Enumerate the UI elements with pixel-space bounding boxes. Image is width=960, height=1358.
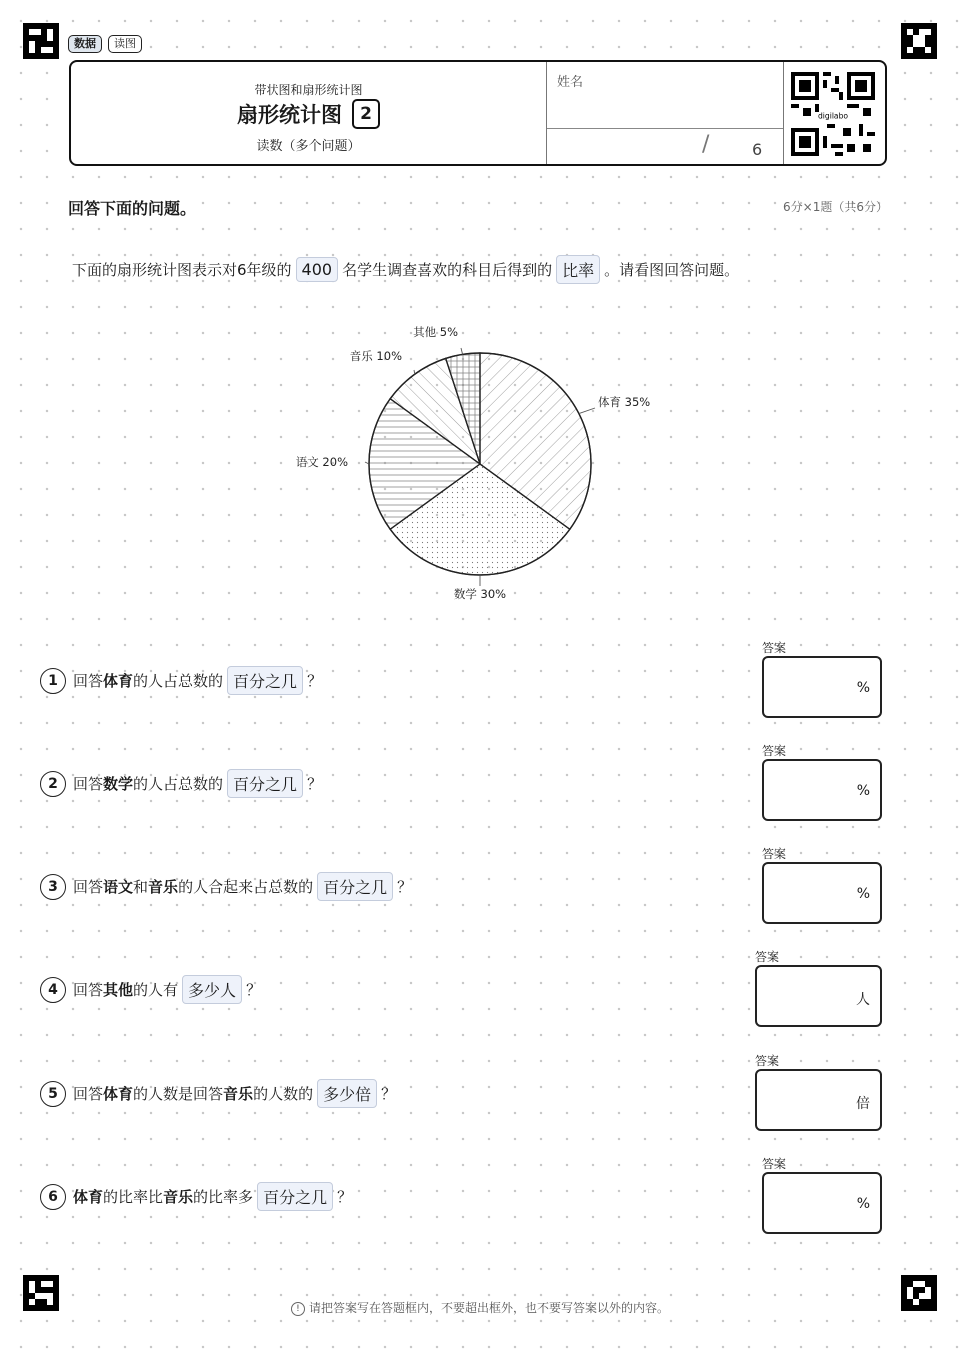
name-divider [547, 128, 783, 129]
question-subject: 体育 [103, 672, 134, 690]
answer-unit: % [856, 783, 870, 799]
question-subject: 数学 [103, 775, 134, 793]
answer-label: 答案 [755, 950, 780, 964]
question-text: 的人占总数的 [133, 672, 224, 690]
pie-label-3: 音乐 10% [349, 349, 402, 363]
answer-label: 答案 [762, 744, 787, 758]
pie-leader-line-4 [461, 348, 463, 354]
intro-ratio-keyword: 比率 [556, 255, 600, 284]
answer-unit: 人 [856, 992, 870, 1008]
answer-box-1[interactable] [762, 656, 882, 718]
question-keyword: 多少倍 [317, 1079, 377, 1108]
question-text: 的比率多 [193, 1188, 254, 1206]
question-number: 1 [40, 668, 66, 694]
answer-label: 答案 [762, 847, 787, 861]
answer-unit: % [856, 1196, 870, 1212]
question-number: 3 [40, 874, 66, 900]
question-text: ？ [246, 981, 262, 999]
question-text: 的人有 [133, 981, 179, 999]
question-text: 的人占总数的 [133, 775, 224, 793]
info-icon: ! [291, 1302, 305, 1316]
question-text: ？ [381, 1085, 397, 1103]
answer-box-5[interactable] [755, 1069, 882, 1131]
tag-data: 数据 [68, 35, 102, 53]
question-number: 4 [40, 977, 66, 1003]
question-text: 回答 [73, 672, 104, 690]
worksheet-subtitle: 带状图和扇形统计图 [254, 83, 363, 97]
question-text: 的人数的 [253, 1085, 314, 1103]
question-3 [40, 872, 412, 901]
footer-text: 请把答案写在答题框内，不要超出框外，也不要写答案以外的内容。 [308, 1301, 669, 1315]
score-total: 6 [752, 140, 763, 159]
question-subject: 体育 [73, 1188, 104, 1206]
worksheet-title: 扇形统计图 [237, 103, 342, 127]
name-score-area [546, 62, 784, 164]
answer-label: 答案 [762, 641, 787, 655]
answer-box-6[interactable] [762, 1172, 882, 1234]
question-subject: 音乐 [148, 878, 179, 896]
qr-code [791, 72, 875, 156]
qr-caption: digilabo [817, 111, 849, 121]
question-number: 6 [40, 1184, 66, 1210]
question-subject: 语文 [103, 878, 134, 896]
question-keyword: 百分之几 [257, 1182, 333, 1211]
question-text: ？ [307, 672, 323, 690]
question-text: 和 [133, 878, 149, 896]
question-text: ？ [397, 878, 413, 896]
intro-part-1: 下面的扇形统计图表示对6年级的 [72, 261, 292, 279]
question-6 [40, 1182, 352, 1211]
corner-marker-top-right [901, 23, 937, 59]
worksheet-header [69, 60, 887, 166]
question-text: ？ [337, 1188, 353, 1206]
question-subject: 其他 [103, 981, 134, 999]
answer-unit: 倍 [856, 1096, 870, 1112]
question-keyword: 百分之几 [227, 666, 303, 695]
answer-box-3[interactable] [762, 862, 882, 924]
question-subject: 音乐 [163, 1188, 194, 1206]
intro-student-count: 400 [296, 257, 339, 282]
question-text: 回答 [73, 1085, 104, 1103]
pie-leader-line-0 [579, 408, 595, 414]
pie-label-2: 语文 20% [295, 455, 348, 469]
pie-label-4: 其他 5% [413, 325, 458, 339]
question-text: 回答 [73, 775, 104, 793]
question-number: 5 [40, 1081, 66, 1107]
category-tags [68, 35, 142, 53]
pie-label-1: 数学 30% [453, 587, 507, 601]
question-keyword: 多少人 [182, 975, 242, 1004]
header-title-area [71, 62, 546, 164]
intro-text [72, 255, 739, 284]
answer-label: 答案 [762, 1157, 787, 1171]
corner-marker-top-left [23, 23, 59, 59]
question-text: ？ [307, 775, 323, 793]
answer-label: 答案 [755, 1054, 780, 1068]
question-keyword: 百分之几 [317, 872, 393, 901]
pie-label-0: 体育 35% [598, 395, 651, 409]
question-subject: 体育 [103, 1085, 134, 1103]
tag-read-chart: 读图 [108, 35, 142, 53]
question-text: 回答 [73, 878, 104, 896]
title-row [71, 99, 546, 129]
question-4 [40, 975, 261, 1004]
question-text: 的人数是回答 [133, 1085, 224, 1103]
question-2 [40, 769, 322, 798]
answer-unit: % [856, 886, 870, 902]
question-subject: 音乐 [223, 1085, 254, 1103]
worksheet-description: 读数（多个问题） [256, 139, 361, 154]
question-keyword: 百分之几 [227, 769, 303, 798]
question-5 [40, 1079, 396, 1108]
worksheet-number: 2 [352, 99, 380, 129]
intro-part-3: 。请看图回答问题。 [604, 261, 740, 279]
score-separator: / [702, 132, 710, 157]
question-1 [40, 666, 322, 695]
pie-chart [280, 310, 680, 620]
answer-box-4[interactable] [755, 965, 882, 1027]
question-text: 的人合起来占总数的 [178, 878, 314, 896]
question-text: 的比率比 [103, 1188, 164, 1206]
points-info: 6分×1题（共6分） [783, 200, 888, 214]
question-number: 2 [40, 771, 66, 797]
answer-box-2[interactable] [762, 759, 882, 821]
intro-part-2: 名学生调查喜欢的科目后得到的 [342, 261, 553, 279]
question-text: 回答 [73, 981, 104, 999]
name-label: 姓名 [557, 75, 584, 90]
answer-unit: % [856, 680, 870, 696]
footer-note [0, 1299, 960, 1316]
pie-leader-line-3 [414, 370, 415, 374]
instruction-heading: 回答下面的问题。 [68, 199, 197, 218]
